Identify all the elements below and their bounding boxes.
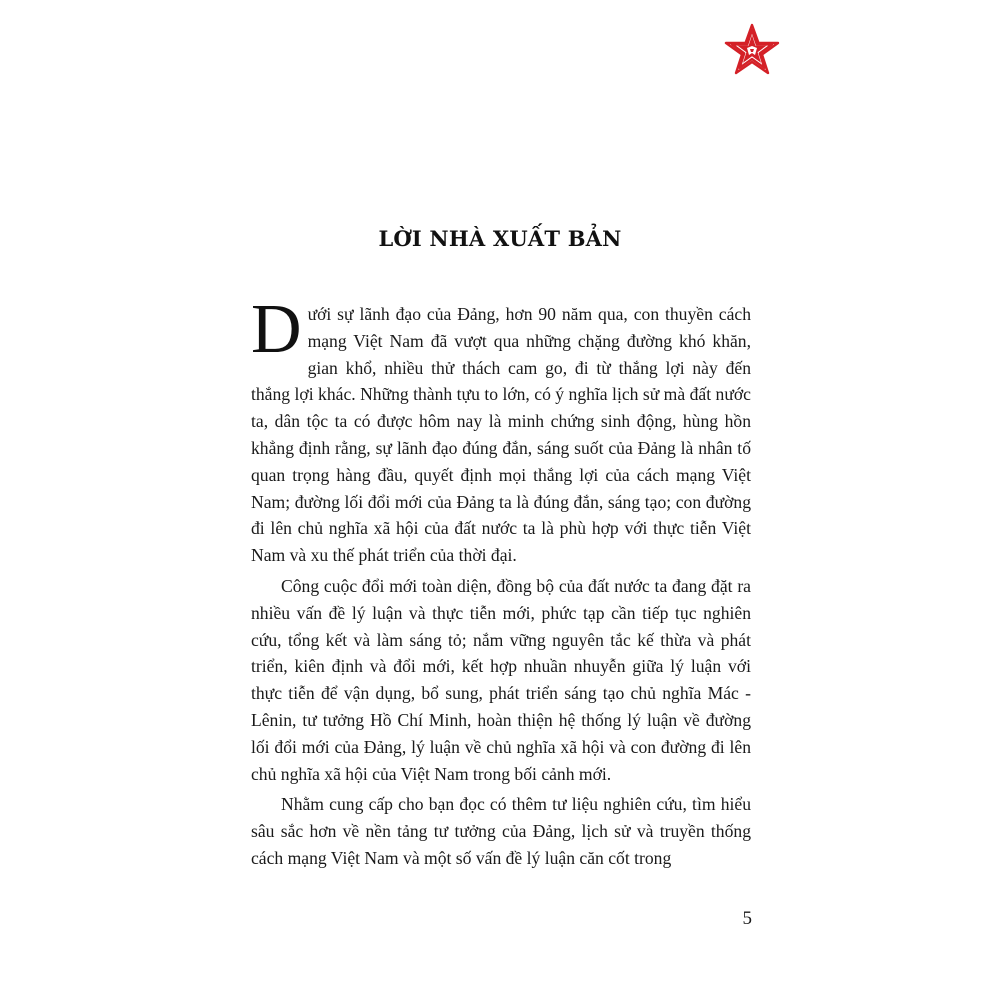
body-text: [251, 291, 751, 876]
star-logo-icon: [722, 22, 782, 82]
publisher-logo: [722, 22, 782, 82]
drop-cap: D: [251, 291, 302, 368]
page-number: 5: [742, 908, 752, 929]
paragraph-1-text: ưới sự lãnh đạo của Đảng, hơn 90 năm qua, con thuyền cách mạng Việt Nam đã vượt qua những chặng đường khó khăn, gian khổ, nhiều thử thách cam go, đi từ thắng lợi này đến thắng lợi khác. Những thành tựu to lớn, có ý nghĩa lịch sử mà đất nước ta, dân tộc ta có được hôm nay là minh chứng sinh động, hùng hồn khẳng định rằng, sự lãnh đạo đúng đắn, sáng suốt của Đảng là nhân tố quan trọng hàng đầu, quyết định mọi thắng lợi của cách mạng Việt Nam; đường lối đổi mới của Đảng ta là đúng đắn, sáng tạo; con đường đi lên chủ nghĩa xã hội của đất nước ta là phù hợp với thực tiễn Việt Nam và xu thế phát triển của thời đại.: [251, 304, 751, 566]
paragraph-2: Công cuộc đổi mới toàn diện, đồng bộ của đất nước ta đang đặt ra nhiều vấn đề lý luận và thực tiễn mới, phức tạp cần tiếp tục nghiên cứu, tổng kết và làm sáng tỏ; nắm vững nguyên tắc kế thừa và phát triển, kiên định và đổi mới, kết hợp nhuần nhuyễn giữa lý luận với thực tiễn để vận dụng, bổ sung, phát triển sáng tạo chủ nghĩa Mác - Lênin, tư tưởng Hồ Chí Minh, hoàn thiện hệ thống lý luận về đường lối đổi mới của Đảng, lý luận về chủ nghĩa xã hội và con đường đi lên chủ nghĩa xã hội của Việt Nam trong bối cảnh mới.: [251, 575, 751, 784]
page-title: LỜI NHÀ XUẤT BẢN: [378, 226, 622, 251]
paragraph-3: Nhằm cung cấp cho bạn đọc có thêm tư liệu nghiên cứu, tìm hiểu sâu sắc hơn về nền tảng tư tưởng của Đảng, lịch sử và truyền thống cách mạng Việt Nam và một số vấn đề lý luận căn cốt trong: [251, 794, 751, 868]
paragraph-1: [251, 291, 751, 569]
